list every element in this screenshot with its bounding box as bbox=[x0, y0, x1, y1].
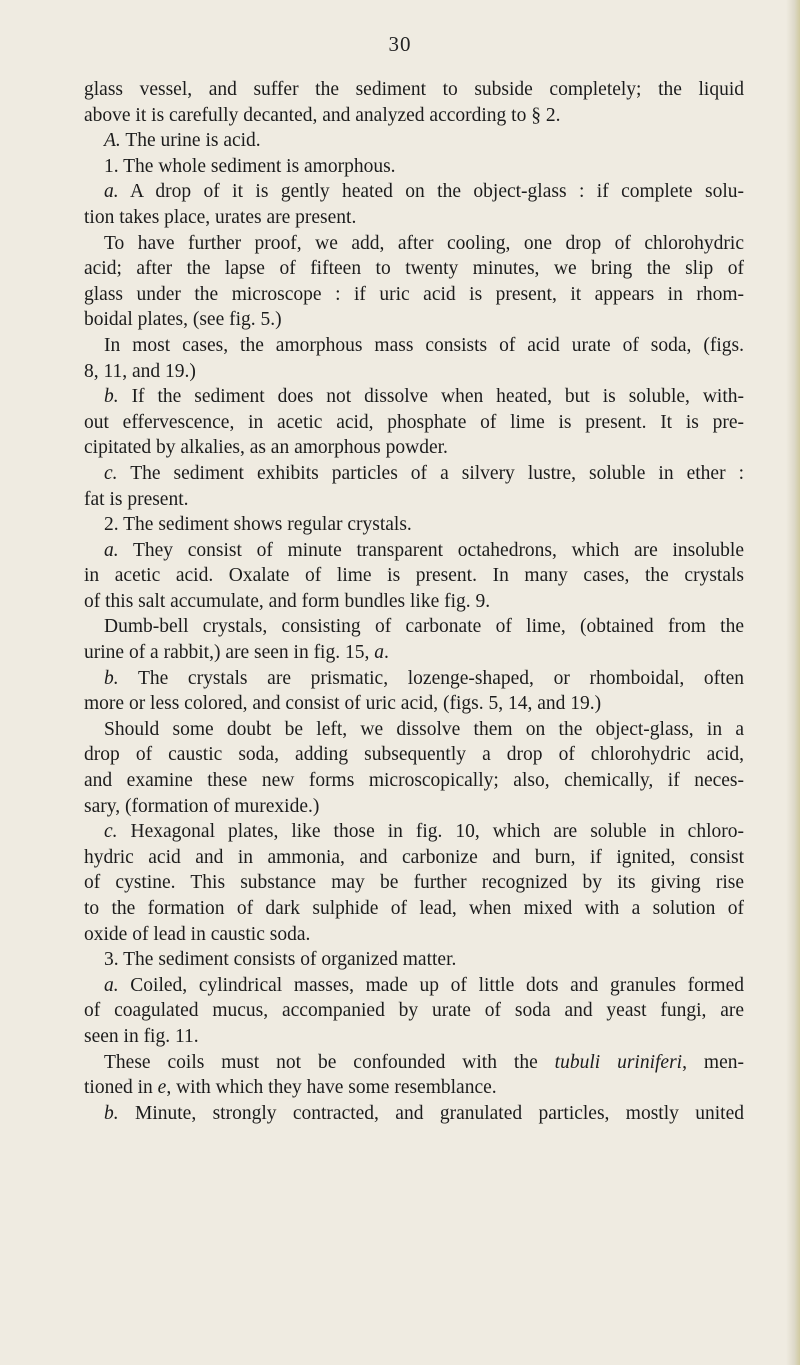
text-line: and examine these new forms microscopically; also, chemically, if neces- bbox=[84, 770, 744, 792]
text-line: sary, (formation of murexide.) bbox=[84, 795, 320, 817]
text-line: To have further proof, we add, after cooling, one drop of chlorohydric bbox=[104, 232, 744, 254]
text-line: in acetic acid. Oxalate of lime is present. In many cases, the crystals bbox=[84, 565, 744, 587]
text-line: Should some doubt be left, we dissolve them on the object-glass, in a bbox=[104, 718, 744, 740]
text-line: acid; after the lapse of fifteen to twenty minutes, we bring the slip of bbox=[84, 258, 744, 280]
text-line: These coils must not be confounded with the tubuli uriniferi, men- bbox=[104, 1051, 744, 1073]
text-line: a. They consist of minute transparent octahedrons, which are insoluble bbox=[104, 539, 744, 561]
text-line: of coagulated mucus, accompanied by urate of soda and yeast fungi, are bbox=[84, 1000, 744, 1022]
text-line: of cystine. This substance may be further recognized by its giving rise bbox=[84, 872, 744, 894]
text-line: out effervescence, in acetic acid, phosphate of lime is present. It is pre- bbox=[84, 411, 744, 433]
text-line: fat is present. bbox=[84, 488, 189, 510]
text-line: drop of caustic soda, adding subsequently a drop of chlorohydric acid, bbox=[84, 744, 744, 766]
text-line: cipitated by alkalies, as an amorphous powder. bbox=[84, 437, 448, 459]
text-line: b. If the sediment does not dissolve when heated, but is soluble, with- bbox=[104, 386, 744, 408]
page-number: 30 bbox=[388, 32, 412, 56]
text-line: hydric acid and in ammonia, and carbonize and burn, if ignited, consist bbox=[84, 846, 744, 868]
text-line: In most cases, the amorphous mass consists of acid urate of soda, (figs. bbox=[104, 334, 744, 356]
text-line: boidal plates, (see fig. 5.) bbox=[84, 309, 282, 331]
page-edge-shadow bbox=[786, 0, 800, 1365]
text-line: to the formation of dark sulphide of lead, when mixed with a solution of bbox=[84, 898, 744, 919]
text-line: c. The sediment exhibits particles of a silvery lustre, soluble in ether : bbox=[104, 462, 744, 484]
text-line: oxide of lead in caustic soda. bbox=[84, 923, 311, 945]
text-line: Dumb-bell crystals, consisting of carbonate of lime, (obtained from the bbox=[104, 616, 744, 638]
text-line: b. The crystals are prismatic, lozenge-shaped, or rhomboidal, often bbox=[104, 667, 744, 689]
text-line: c. Hexagonal plates, like those in fig. 10, which are soluble in chloro- bbox=[104, 821, 744, 843]
text-line: 3. The sediment consists of organized matter. bbox=[104, 949, 457, 971]
text-line: glass under the microscope : if uric acid is present, it appears in rhom- bbox=[84, 283, 744, 305]
text-line: 8, 11, and 19.) bbox=[84, 360, 196, 382]
text-line: tion takes place, urates are present. bbox=[84, 206, 357, 228]
text-line: more or less colored, and consist of uric acid, (figs. 5, 14, and 19.) bbox=[84, 693, 602, 715]
text-line: urine of a rabbit,) are seen in fig. 15, a. bbox=[84, 642, 389, 664]
text-line: of this salt accumulate, and form bundles like fig. 9. bbox=[84, 590, 491, 612]
text-line: tioned in e, with which they have some resemblance. bbox=[84, 1077, 497, 1099]
text-line: 1. The whole sediment is amorphous. bbox=[104, 155, 396, 177]
text-line: a. Coiled, cylindrical masses, made up of little dots and granules formed bbox=[104, 974, 744, 996]
text-line: glass vessel, and suffer the sediment to subside completely; the liquid bbox=[84, 79, 744, 100]
text-line: above it is carefully decanted, and analyzed according to § 2. bbox=[84, 104, 561, 126]
text-line: seen in fig. 11. bbox=[84, 1025, 199, 1047]
text-line: a. A drop of it is gently heated on the object-glass : if complete solu- bbox=[104, 181, 744, 203]
body-text bbox=[84, 77, 744, 1126]
text-line: 2. The sediment shows regular crystals. bbox=[104, 514, 412, 536]
text-line: A. The urine is acid. bbox=[104, 130, 261, 152]
text-line: b. Minute, strongly contracted, and granulated particles, mostly united bbox=[104, 1102, 744, 1124]
